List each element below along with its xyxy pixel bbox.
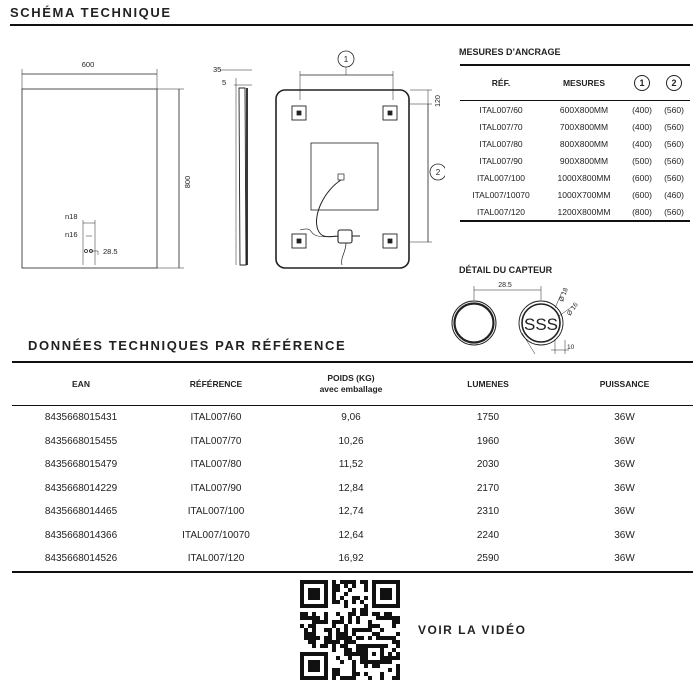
tech-header-poids: POIDS (KG) avec emballage — [282, 362, 420, 406]
video-link[interactable]: VOIR LA VIDÉO — [418, 623, 527, 637]
dim-n18-label: n18 — [65, 212, 78, 221]
tech-table — [12, 361, 693, 573]
tech-row: 8435668014465 ITAL007/100 12,74 2310 36W — [44, 506, 635, 518]
tech-row: 8435668014366 ITAL007/10070 12,64 2240 36W — [44, 529, 635, 541]
tech-title: DONNÉES TECHNIQUES PAR RÉFÉRENCE — [28, 338, 347, 353]
dim-depth-35-label: 35 — [213, 65, 222, 74]
anchor-table — [460, 64, 690, 222]
sensor-dim-d16: Ø 16 — [565, 301, 580, 318]
dim-sensor-offset-label: 28.5 — [103, 247, 118, 256]
tech-row: 8435668015431 ITAL007/60 9,06 1750 36W — [44, 412, 635, 424]
sensor-detail-drawing — [445, 278, 585, 358]
anchor-header-mesures: MESURES — [542, 65, 626, 101]
anchor-row: ITAL007/80 800X800MM (400) (560) — [479, 138, 684, 149]
video-qr-code[interactable] — [300, 580, 400, 680]
anchor-row: ITAL007/90 900X800MM (500) (560) — [479, 155, 684, 166]
callout-1-label: 1 — [343, 55, 349, 64]
anchor-row: ITAL007/100 1000X800MM (600) (560) — [476, 172, 684, 183]
dim-120-label: 120 — [435, 95, 442, 107]
mirror-front-view — [22, 89, 157, 268]
anchor-header-c2: 2 — [666, 75, 682, 91]
anchor-title: MESURES D’ANCRAGE — [459, 47, 561, 57]
sensor-glyph: SSS — [523, 315, 559, 334]
technical-drawing — [0, 40, 445, 275]
dim-depth-5-label: 5 — [222, 78, 227, 87]
tech-header-puissance: PUISSANCE — [556, 362, 693, 406]
sensor-dim-d18: Ø 18 — [558, 287, 570, 303]
anchor-row: ITAL007/60 600X800MM (400) (560) — [479, 104, 684, 115]
tech-row: 8435668015455 ITAL007/70 10,26 1960 36W — [44, 435, 635, 447]
dim-width-label: 600 — [81, 60, 95, 69]
sensor-dim-offset: 28.5 — [498, 282, 512, 289]
callout-2-label: 2 — [435, 168, 441, 177]
schema-title-rule — [10, 24, 693, 26]
tech-header-ref: RÉFÉRENCE — [150, 362, 282, 406]
tech-header-poids-sub: avec emballage — [319, 384, 383, 394]
sensor-title: DÉTAIL DU CAPTEUR — [459, 265, 553, 275]
dim-n16-label: n16 — [65, 230, 78, 239]
dim-height-label: 800 — [183, 175, 192, 189]
tech-row: 8435668014229 ITAL007/90 12,84 2170 36W — [44, 482, 635, 494]
sensor-dim-10: 10 — [567, 344, 575, 351]
anchor-header-ref: RÉF. — [460, 65, 542, 101]
anchor-header-c1: 1 — [634, 75, 650, 91]
anchor-row: ITAL007/120 1200X800MM (800) (560) — [460, 203, 690, 221]
tech-row: 8435668015479 ITAL007/80 11,52 2030 36W — [44, 459, 635, 471]
tech-row: 8435668014526 ITAL007/120 16,92 2590 36W — [12, 547, 693, 572]
schema-title: SCHÉMA TECHNIQUE — [10, 5, 172, 20]
anchor-row: ITAL007/10070 1000X700MM (600) (460) — [472, 189, 684, 200]
anchor-row: ITAL007/70 700X800MM (400) (560) — [479, 121, 684, 132]
tech-header-ean: EAN — [12, 362, 150, 406]
tech-header-lumenes: LUMENES — [420, 362, 556, 406]
